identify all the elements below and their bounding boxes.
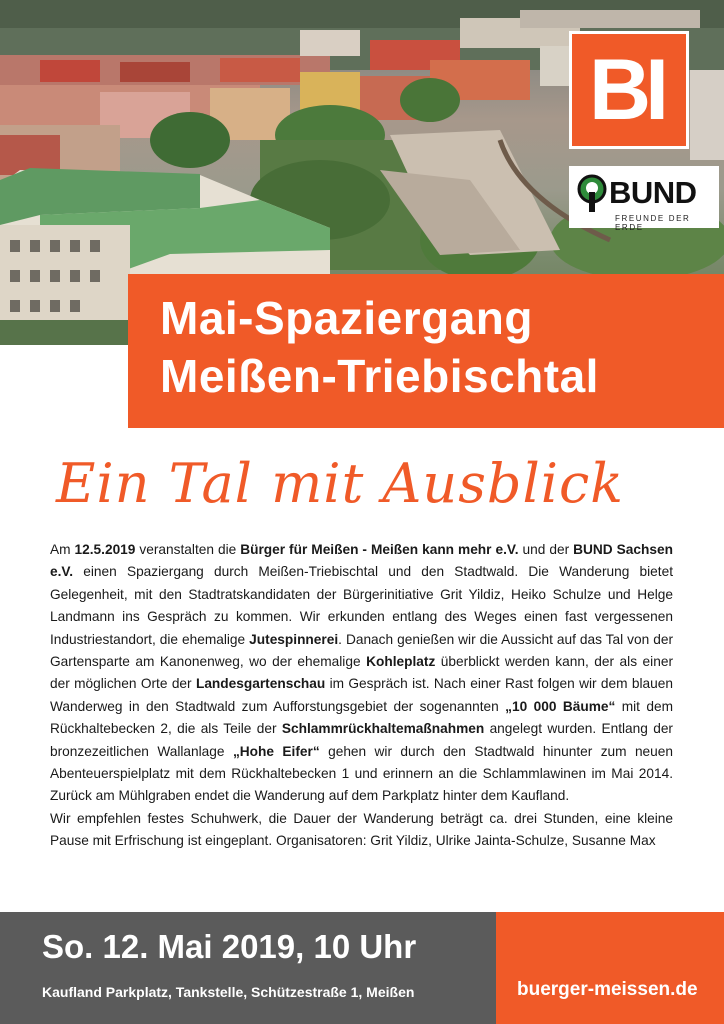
bold-text-run: 12.5.2019	[74, 542, 136, 557]
paragraph-1	[50, 539, 673, 808]
text-run: überblickt werden kann, der als einer der möglichen Orte der	[50, 654, 673, 692]
bi-logo	[569, 31, 689, 149]
title-line-1: Mai-Spaziergang	[160, 292, 534, 344]
body-text	[50, 539, 673, 853]
bold-text-run: Landesgartenschau	[195, 676, 326, 692]
text-run: angelegt wurden. Entlang der bronzezeitlichen Wallanlage	[50, 721, 673, 759]
bold-text-run: Jutespinnerei	[249, 631, 339, 647]
bold-text-run: Kohleplatz	[366, 654, 436, 670]
footer-website-panel	[496, 912, 724, 1024]
bold-text-run: BUND Sachsen e.V.	[50, 542, 673, 580]
bold-text-run: Schlammrückhaltemaßnahmen	[281, 721, 485, 737]
bund-logo	[569, 166, 719, 232]
text-run: im Gespräch ist. Nach einer Rast folgen wir dem blauen Wanderweg in den Stadtwald zum Aufforstungsgebiet der sogenannten	[50, 676, 673, 714]
bund-name: BUND	[609, 175, 697, 210]
bund-tagline: FREUNDE DER ERDE	[615, 214, 691, 232]
bund-tree-icon	[577, 174, 607, 214]
text-run: gehen wir durch den Stadtwald hinunter zum neuen Abenteuerspielplatz mit dem Rückhaltebecken 1 und erinnern an die Schlammlawinen im Mai 2014. Zurück am Mühlgraben endet die Wanderung auf dem Parkplatz hinter dem Kaufland.	[50, 743, 674, 804]
subtitle: Ein Tal mit Ausblick	[56, 452, 624, 515]
text-run: und der	[518, 542, 574, 557]
text-run: mit dem Rückhaltebecken 2, die als Teile der	[50, 698, 673, 737]
text-run: einen Spaziergang durch Meißen-Triebischtal und den Stadtwald. Die Wanderung bietet Gelegenheit, mit den Stadtratskandidaten der Bürgerinitiative Grit Yildiz, Heiko Schulze und Helge Landmann ins Gespräch zu kommen. Wir erkunden entlang des Weges einen fast vergessenen Industriestandort, die ehemalige	[50, 564, 673, 647]
paragraph-2: Wir empfehlen festes Schuhwerk, die Dauer der Wanderung beträgt ca. drei Stunden, eine kleine Pause mit Erfrischung ist eingeplant. Organisatoren: Grit Yildiz, Ulrike Jainta-Schulze, Susanne Max	[50, 810, 673, 849]
website-link[interactable]: buerger-meissen.de	[517, 979, 698, 1000]
text-run: . Danach genießen wir die Aussicht auf das Tal von der Gartensparte am Kanonenweg, wo der ehemalige	[50, 631, 673, 670]
bold-text-run: „10 000 Bäume“	[505, 698, 616, 714]
bi-logo-text: BI	[589, 42, 663, 138]
bold-text-run: „Hohe Eifer“	[232, 743, 320, 759]
text-run: veranstalten die	[135, 542, 241, 557]
title-line-2: Meißen-Triebischtal	[160, 350, 599, 402]
text-run: Am	[50, 542, 75, 557]
event-location: Kaufland Parkplatz, Tankstelle, Schützestraße 1, Meißen	[42, 984, 415, 1000]
event-date: So. 12. Mai 2019, 10 Uhr	[42, 928, 417, 965]
bold-text-run: Bürger für Meißen - Meißen kann mehr e.V.	[240, 542, 519, 557]
